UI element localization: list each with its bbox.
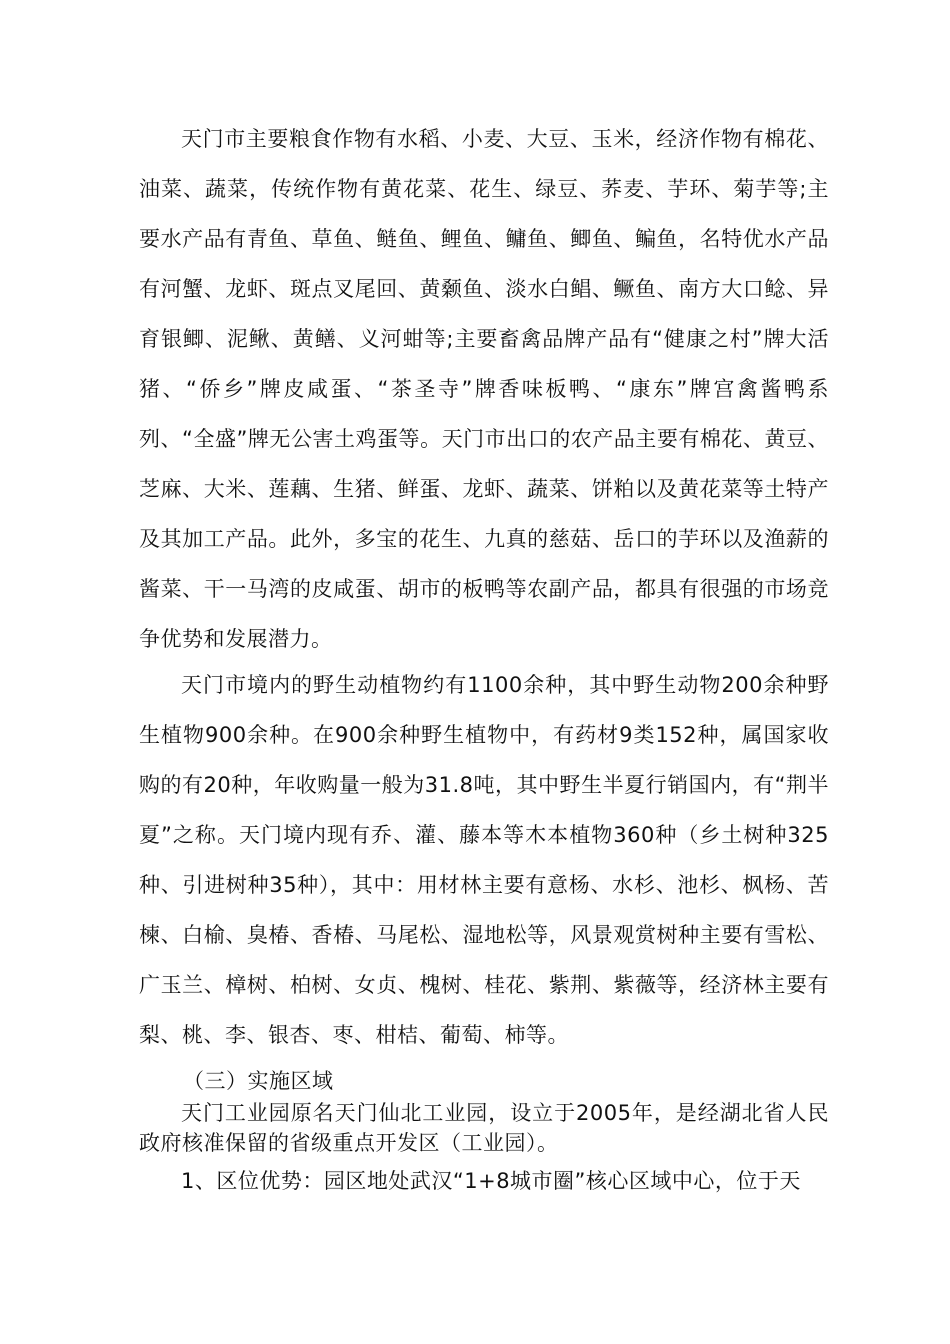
paragraph-location-advantage: 1、区位优势：园区地处武汉“1+8城市圈”核心区域中心，位于天 — [181, 1169, 801, 1193]
paragraph-industrial-park-intro: 天门工业园原名天门仙北工业园，设立于2005年，是经湖北省人民政府核准保留的省级重点开发区（工业园）。 — [139, 1101, 829, 1155]
section-heading-implementation-area: （三）实施区域 — [183, 1069, 334, 1093]
paragraph-wild-flora-fauna: 天门市境内的野生动植物约有1100余种，其中野生动物200余种野生植物900余种。在900余种野生植物中，有药材9类152种，属国家收购的有20种，年收购量一般为31.8吨，其中野生半夏行销国内，有“荆半夏”之称。天门境内现有乔、灌、藤本等木本植物360种（乡土树种325种、引进树种35种），其中：用材林主要有意杨、水杉、池杉、枫杨、苦楝、白榆、臭椿、香椿、马尾松、湿地松等，风景观赏树种主要有雪松、广玉兰、樟树、柏树、女贞、槐树、桂花、紫荆、紫薇等，经济林主要有梨、桃、李、银杏、枣、柑桔、葡萄、柿等。 — [139, 673, 829, 1047]
paragraph-agriculture-products: 天门市主要粮食作物有水稻、小麦、大豆、玉米，经济作物有棉花、油菜、蔬菜，传统作物有黄花菜、花生、绿豆、荞麦、芋环、菊芋等;主要水产品有青鱼、草鱼、鲢鱼、鲤鱼、鳙鱼、鲫鱼、鳊鱼，名特优水产品有河蟹、龙虾、斑点叉尾回、黄颡鱼、淡水白鲳、鳜鱼、南方大口鲶、异育银鲫、泥鳅、黄鳝、义河蚶等;主要畜禽品牌产品有“健康之村”牌大活猪、“侨乡”牌皮咸蛋、“茶圣寺”牌香味板鸭、“康东”牌宫禽酱鸭系列、“全盛”牌无公害土鸡蛋等。天门市出口的农产品主要有棉花、黄豆、芝麻、大米、莲藕、生猪、鲜蛋、龙虾、蔬菜、饼粕以及黄花菜等土特产及其加工产品。此外，多宝的花生、九真的慈菇、岳口的芋环以及渔薪的酱菜、干一马湾的皮咸蛋、胡市的板鸭等农副产品，都具有很强的市场竞争优势和发展潜力。 — [139, 127, 829, 651]
